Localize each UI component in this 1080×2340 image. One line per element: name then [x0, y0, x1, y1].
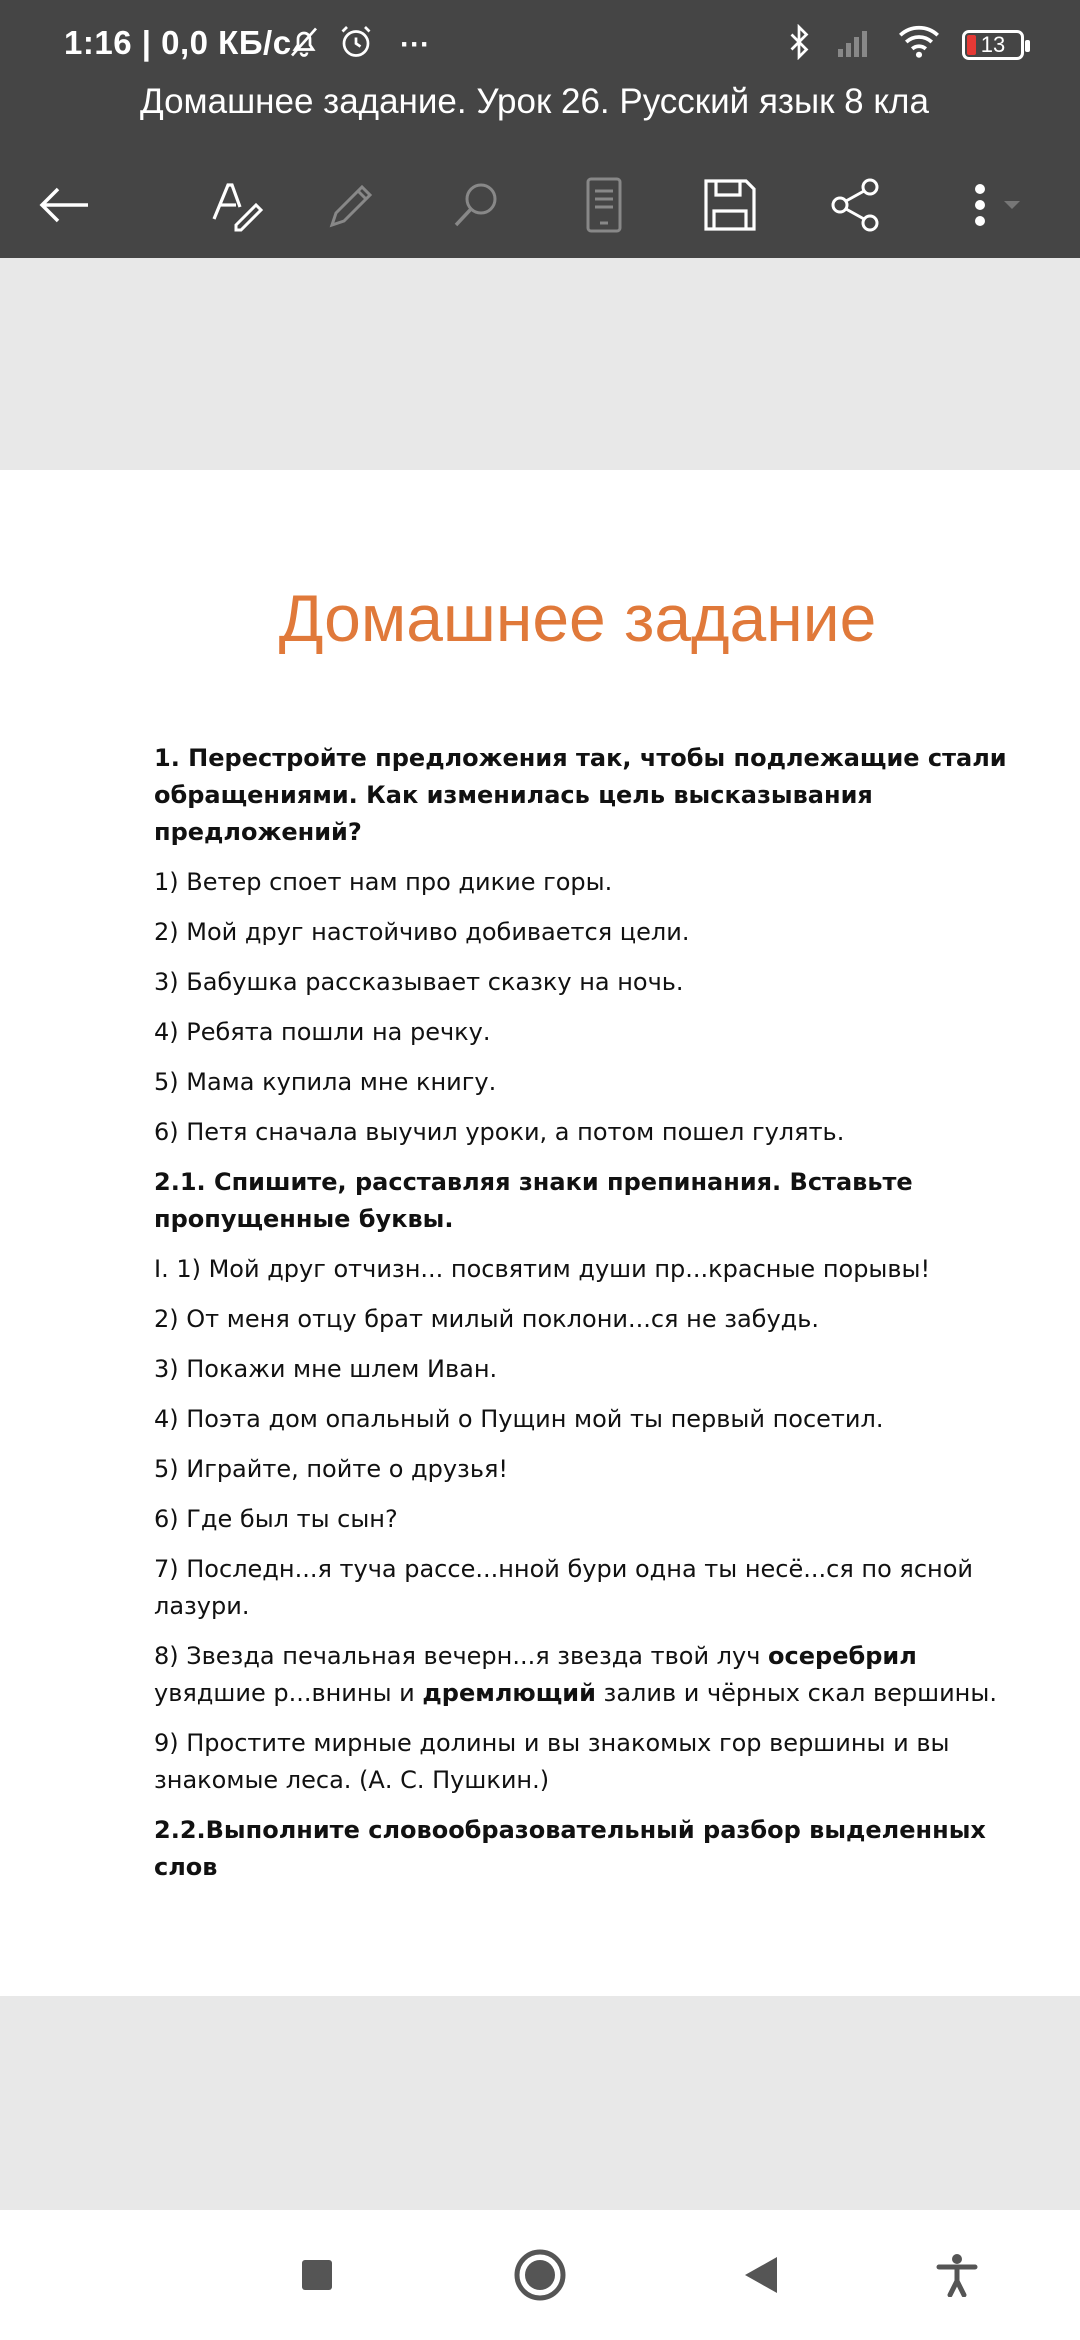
document-page [0, 470, 1080, 1996]
task1-item: 5) Мама купила мне книгу. [154, 1068, 497, 1096]
pencil-icon[interactable] [310, 160, 390, 250]
task1-item: 4) Ребята пошли на речку. [154, 1018, 491, 1046]
task1-item: 6) Петя сначала выучил уроки, а потом пошел гулять. [154, 1118, 845, 1146]
task22-heading: 2.2.Выполните словообразовательный разбор выделенных слов [154, 1816, 986, 1881]
document-content [154, 740, 1014, 1899]
battery-level-text: 13 [980, 31, 1006, 57]
home-circle-icon[interactable] [505, 2240, 575, 2310]
task1-item: 1) Ветер споет нам про дикие горы. [154, 868, 613, 896]
system-navigation-bar [0, 2210, 1080, 2340]
page-title: Домашнее задание [278, 581, 877, 655]
status-bar-time [64, 24, 292, 62]
clock-text: 1:16 [64, 24, 133, 61]
task21-item-8 [154, 1638, 1014, 1712]
task21-item: 7) Последн...я туча рассе...нной бури одна ты несё...ся по ясной лазури. [154, 1555, 974, 1620]
item8-bold-word: дремлющий [422, 1679, 596, 1707]
mute-bell-icon [286, 24, 322, 65]
item8-text: увядшие р...внины и [154, 1679, 423, 1707]
network-speed-text: | 0,0 КБ/с [141, 24, 292, 61]
item8-text: 8) Звезда печальная вечерн...я звезда твой луч [154, 1642, 769, 1670]
task21-item: 2) От меня отцу брат милый поклони...ся не забудь. [154, 1305, 820, 1333]
text-edit-icon[interactable] [196, 160, 276, 250]
save-icon[interactable] [690, 160, 770, 250]
task1-item: 3) Бабушка рассказывает сказку на ночь. [154, 968, 684, 996]
accessibility-icon[interactable] [922, 2240, 992, 2310]
task21-item: I. 1) Мой друг отчизн... посвятим души пр...красные порывы! [154, 1255, 931, 1283]
task21-item: 3) Покажи мне шлем Иван. [154, 1355, 498, 1383]
signal-icon [836, 27, 876, 62]
back-arrow-icon[interactable] [24, 160, 104, 250]
task1-heading: 1. Перестройте предложения так, чтобы подлежащие стали обращениями. Как изменилась цель высказывания предложений? [154, 744, 1007, 846]
bluetooth-icon [784, 24, 814, 65]
item8-bold-word: осеребрил [768, 1642, 917, 1670]
app-top-bar [0, 0, 1080, 258]
share-icon[interactable] [816, 160, 896, 250]
status-more-text: ··· [400, 27, 430, 61]
recents-square-icon[interactable] [282, 2240, 352, 2310]
status-left-icons [286, 24, 430, 65]
task21-item: 4) Поэта дом опальный о Пущин мой ты первый посетил. [154, 1405, 884, 1433]
page-gap-bottom [0, 1996, 1080, 2210]
wifi-icon [898, 25, 940, 64]
document-title: Домашнее задание. Урок 26. Русский язык 8 кла [140, 82, 929, 121]
reading-mode-icon[interactable] [564, 160, 644, 250]
item8-text: залив и чёрных скал вершины. [595, 1679, 997, 1707]
task1-item: 2) Мой друг настойчиво добивается цели. [154, 918, 690, 946]
back-triangle-icon[interactable] [726, 2240, 796, 2310]
status-right-icons [784, 24, 1024, 65]
document-toolbar [0, 160, 1080, 250]
task21-heading: 2.1. Спишите, расставляя знаки препинания. Вставьте пропущенные буквы. [154, 1168, 913, 1233]
alarm-icon [338, 24, 374, 65]
task21-item-9: 9) Простите мирные долины и вы знакомых гор вершины и вы знакомые леса. (А. С. Пушкин.) [154, 1729, 950, 1794]
page-gap-top [0, 258, 1080, 470]
task21-item: 6) Где был ты сын? [154, 1505, 398, 1533]
more-vertical-icon[interactable] [944, 160, 1044, 250]
battery-icon [962, 30, 1024, 60]
task21-item: 5) Играйте, пойте о друзья! [154, 1455, 509, 1483]
search-icon[interactable] [436, 160, 516, 250]
